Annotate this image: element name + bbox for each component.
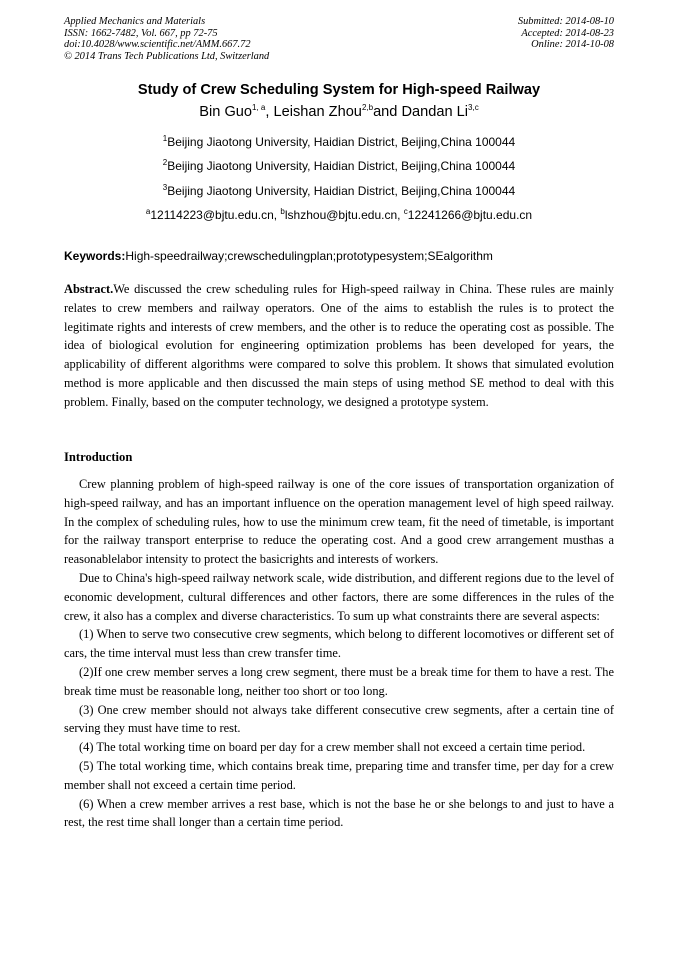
accepted-date: Accepted: 2014-08-23 xyxy=(521,27,614,39)
journal-name: Applied Mechanics and Materials xyxy=(64,16,206,27)
author-superscript: 3,c xyxy=(468,103,479,113)
paragraph: (6) When a crew member arrives a rest base, which is not the base he or she belongs to and just to have a rest, the rest time shall longer than a certain time period. xyxy=(64,796,614,830)
journal-info xyxy=(64,16,269,62)
author-separator: and xyxy=(373,104,402,120)
submission-dates xyxy=(518,16,614,51)
paragraph: Due to China's high-speed railway network scale, wide distribution, and different regions due to the level of economic development, cultural differences and other factors, there are some differences in the rules of the crew, it also has a complex and diverse characteristics. To sum up what constraints there are several aspects: xyxy=(64,570,614,623)
email-address: 12114223@bjtu.edu.cn, xyxy=(150,208,281,222)
author-emails xyxy=(0,208,678,222)
journal-issn: ISSN: 1662-7482, Vol. 667, pp 72-75 xyxy=(64,27,218,39)
introduction-heading: Introduction xyxy=(64,450,133,464)
email-superscript: a xyxy=(145,207,151,216)
email-superscript: b xyxy=(280,207,285,216)
submitted-date: Submitted: 2014-08-10 xyxy=(517,16,614,27)
paragraph: (5) The total working time, which contains break time, preparing time and transfer time, per day for a crew member shall not exceed a certain time period. xyxy=(64,758,614,792)
keywords xyxy=(64,249,616,263)
keywords-text: High-speedrailway;crewschedulingplan;prototypesystem;SEalgorithm xyxy=(125,249,493,263)
author-name: Leishan Zhou xyxy=(273,104,362,120)
affiliation-number: 3 xyxy=(162,183,168,192)
author-name: Bin Guo xyxy=(199,104,253,120)
author-name: Dandan Li xyxy=(401,104,469,120)
paper-title: Study of Crew Scheduling System for High-speed Railway xyxy=(137,82,541,98)
abstract xyxy=(64,280,614,412)
affiliation-text: Beijing Jiaotong University, Haidian District, Beijing,China 100044 xyxy=(167,184,516,198)
affiliation-text: Beijing Jiaotong University, Haidian District, Beijing,China 100044 xyxy=(167,159,516,173)
author-separator: , xyxy=(265,104,274,120)
email-address: lshzhou@bjtu.edu.cn, xyxy=(284,208,404,222)
paragraph: (2)If one crew member serves a long crew segment, there must be a break time for them to have a rest. The break time must be reasonable long, neither too short or too long. xyxy=(64,664,614,698)
affiliation xyxy=(0,159,678,173)
affiliation xyxy=(0,135,678,149)
journal-copyright: © 2014 Trans Tech Publications Ltd, Switzerland xyxy=(64,50,270,62)
email-superscript: c xyxy=(403,207,408,216)
online-date: Online: 2014-10-08 xyxy=(531,39,614,51)
affiliation-number: 2 xyxy=(162,158,168,167)
abstract-label: Abstract. xyxy=(64,282,114,296)
affiliation-text: Beijing Jiaotong University, Haidian District, Beijing,China 100044 xyxy=(167,135,516,149)
paragraph: (4) The total working time on board per day for a crew member shall not exceed a certain time period. xyxy=(79,740,586,755)
journal-doi: doi:10.4028/www.scientific.net/AMM.667.72 xyxy=(64,39,251,51)
author-list xyxy=(0,104,678,120)
introduction-body xyxy=(64,475,614,832)
email-address: 12241266@bjtu.edu.cn xyxy=(407,208,533,222)
affiliation-number: 1 xyxy=(162,134,168,143)
affiliation xyxy=(0,184,678,198)
author-superscript: 1, a xyxy=(252,103,266,113)
abstract-text: We discussed the crew scheduling rules for High-speed railway in China. These rules are mainly relates to crew members and railway operators. One of the aims to establish the rules is to protect the legitimate rights and interests of crew members, and the other is to reduce the operating cost as possible. The idea of biological evolution for engineering optimization problems has been developed for years, the applicability of different algorithms were compared to solve this problem. It shows that simulated evolution method is more applicable and then discussed the main steps of using method SE method to deal with this problem. Finally, based on the computer technology, we designed a prototype system. xyxy=(64,282,614,409)
paragraph: (3) One crew member should not always take different consecutive crew segments, after a certain tine of serving they must have time to rest. xyxy=(64,702,614,736)
paragraph: (1) When to serve two consecutive crew segments, which belong to different locomotives or different set of cars, the time interval must less than crew transfer time. xyxy=(64,627,614,661)
paragraph: Crew planning problem of high-speed railway is one of the core issues of transportation organization of high-speed railway, and has an important influence on the operation management level of high speed railway. In the complex of scheduling rules, how to use the minimum crew team, fit the need of timetable, is important for the railway transport enterprise to reduce the operating cost. And a good crew arrangement musthas a reasonablelabor intensity to protect the basicrights and interests of workers. xyxy=(64,477,614,567)
keywords-label: Keywords: xyxy=(64,249,126,263)
author-superscript: 2,b xyxy=(361,103,374,113)
